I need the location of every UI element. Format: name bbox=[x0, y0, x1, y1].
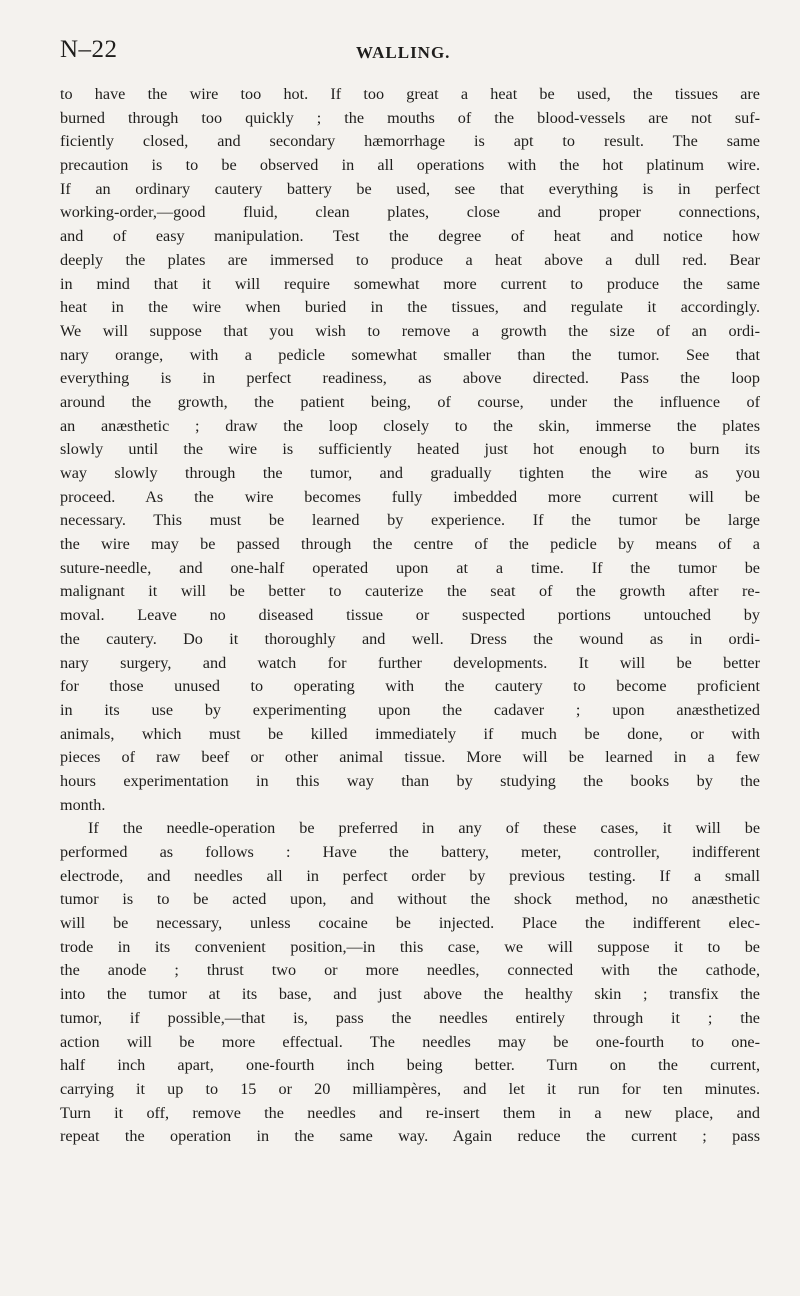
text-line: proceed. As the wire becomes fully imbedded more current will be bbox=[60, 487, 760, 506]
text-line: half inch apart, one-fourth inch being better. Turn on the current, bbox=[60, 1056, 760, 1075]
text-line: nary orange, with a pedicle somewhat smaller than the tumor. See that bbox=[60, 345, 760, 364]
text-line: necessary. This must be learned by experience. If the tumor be large bbox=[60, 511, 760, 530]
text-line: way slowly through the tumor, and gradually tighten the wire as you bbox=[60, 464, 760, 482]
running-title: WALLING. bbox=[356, 43, 451, 62]
text-line: repeat the operation in the same way. Again reduce the current ; pass bbox=[60, 1127, 760, 1146]
text-line: precaution is to be observed in all operations with the hot platinum wire. bbox=[60, 156, 760, 175]
text-line: burned through too quickly ; the mouths of the blood-vessels are not suf- bbox=[60, 108, 760, 127]
text-line: moval. Leave no diseased tissue or suspected portions untouched by bbox=[60, 606, 760, 625]
text-line: performed as follows : Have the battery, meter, controller, indifferent bbox=[60, 843, 760, 861]
text-line: month. bbox=[60, 795, 106, 814]
page-number: N–22 bbox=[60, 36, 118, 63]
text-line: the wire may be passed through the centre of the pedicle by means of a bbox=[60, 535, 760, 554]
text-line: If an ordinary cautery battery be used, see that everything is in perfect bbox=[60, 179, 760, 198]
text-line: around the growth, the patient being, of course, under the influence of bbox=[60, 392, 760, 411]
text-line: in its use by experimenting upon the cadaver ; upon anæsthetized bbox=[60, 700, 760, 719]
text-line: heat in the wire when buried in the tissues, and regulate it accordingly. bbox=[60, 298, 760, 317]
text-line: an anæsthetic ; draw the loop closely to the skin, immerse the plates bbox=[60, 416, 760, 435]
paragraph bbox=[60, 817, 760, 1149]
body-text bbox=[60, 83, 760, 1149]
text-line: malignant it will be better to cauterize the seat of the growth after re- bbox=[60, 582, 760, 601]
text-line: slowly until the wire is sufficiently heated just hot enough to burn its bbox=[60, 440, 760, 459]
text-line: deeply the plates are immersed to produce a heat above a dull red. Bear bbox=[60, 250, 760, 269]
text-line: carrying it up to 15 or 20 milliampères, and let it run for ten minutes. bbox=[60, 1079, 760, 1098]
text-line: ficiently closed, and secondary hæmorrhage is apt to result. The same bbox=[60, 132, 760, 151]
text-line: electrode, and needles all in perfect order by previous testing. If a small bbox=[60, 866, 760, 885]
paragraph bbox=[60, 83, 760, 817]
text-line: We will suppose that you wish to remove a growth the size of an ordi- bbox=[60, 321, 760, 340]
text-line: and of easy manipulation. Test the degree of heat and notice how bbox=[60, 227, 760, 246]
text-line: suture-needle, and one-half operated upon at a time. If the tumor be bbox=[60, 558, 760, 577]
text-line: in mind that it will require somewhat more current to produce the same bbox=[60, 274, 760, 293]
text-line: Turn it off, remove the needles and re-insert them in a new place, and bbox=[60, 1103, 760, 1122]
text-line: the anode ; thrust two or more needles, connected with the cathode, bbox=[60, 961, 760, 980]
text-line: tumor is to be acted upon, and without the shock method, no anæsthetic bbox=[60, 890, 760, 909]
page-header bbox=[60, 36, 760, 72]
text-line: pieces of raw beef or other animal tissue. More will be learned in a few bbox=[60, 748, 760, 767]
text-line: everything is in perfect readiness, as above directed. Pass the loop bbox=[60, 369, 760, 388]
text-line: to have the wire too hot. If too great a heat be used, the tissues are bbox=[60, 85, 760, 103]
text-line: hours experimentation in this way than by studying the books by the bbox=[60, 771, 760, 790]
text-line: into the tumor at its base, and just above the healthy skin ; transfix the bbox=[60, 985, 760, 1004]
text-line: nary surgery, and watch for further developments. It will be better bbox=[60, 653, 760, 672]
text-line: action will be more effectual. The needles may be one-fourth to one- bbox=[60, 1032, 760, 1051]
text-line: working-order,—good fluid, clean plates, close and proper connections, bbox=[60, 203, 760, 222]
text-line: If the needle-operation be preferred in any of these cases, it will be bbox=[88, 819, 760, 838]
text-line: the cautery. Do it thoroughly and well. Dress the wound as in ordi- bbox=[60, 629, 760, 648]
text-line: for those unused to operating with the cautery to become proficient bbox=[60, 677, 760, 696]
text-line: tumor, if possible,—that is, pass the needles entirely through it ; the bbox=[60, 1008, 760, 1027]
text-line: animals, which must be killed immediately if much be done, or with bbox=[60, 724, 760, 743]
text-line: will be necessary, unless cocaine be injected. Place the indifferent elec- bbox=[60, 914, 760, 933]
text-line: trode in its convenient position,—in this case, we will suppose it to be bbox=[60, 937, 760, 956]
